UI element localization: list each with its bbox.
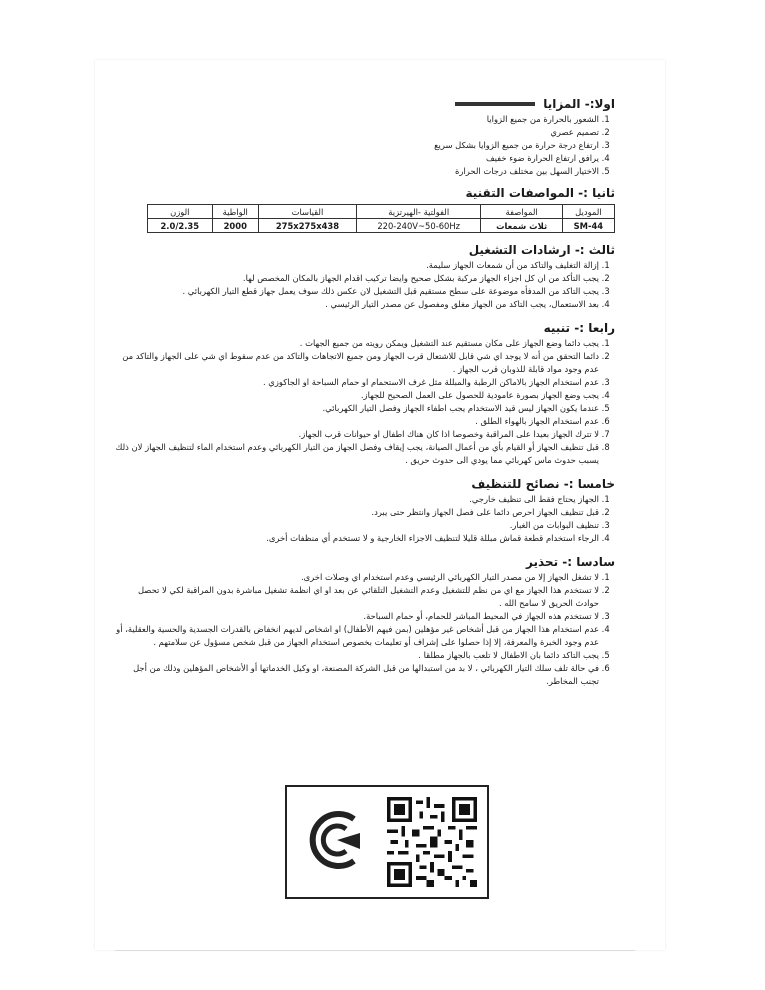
section-title: خامسا :- نصائح للتنظيف [471, 477, 615, 491]
list-item: 3. ارتفاع درجة حرارة من جميع الزوايا بشكل سريع [115, 139, 599, 152]
list-item: 8. قبل تنظيف الجهاز أو القيام بأي من أعمال الصيانة، يجب إيقاف وفصل الجهاز من التيار الكهربائي وعدم استخدام الماء لتنظيف الجهاز لان ذلك يسبب حدوث ماس كهربائي مما يودي الى حدوث حريق . [115, 441, 599, 467]
table-row [148, 219, 615, 233]
list-item: 5. الاختيار السهل بين مختلف درجات الحرارة [115, 165, 599, 178]
cleaning-list [115, 493, 615, 545]
section-title: سادسا :- تحذير [526, 555, 615, 569]
list-item: 6. عدم استخدام الجهاز بالهواء الطلق . [115, 415, 599, 428]
list-item: 1. الجهاز يحتاج فقط الى تنظيف خارجي. [115, 493, 599, 506]
advantages-list [115, 113, 615, 178]
list-item: 2. لا تستخدم هذا الجهاز مع اي من نظم للتشغيل وعدم التشغيل التلقائي عن بعد او اي انظمة تشغيل مباشرة بدون المراقبة لكي لا تحصل حوادث الحريق لا سامح الله . [115, 584, 599, 610]
list-item: 3. عدم استخدام الجهاز بالاماكن الرطبة والمبللة مثل غرف الاستحمام او حمام السباحة او الجاكوزي . [115, 376, 599, 389]
specs-table [147, 204, 615, 233]
list-item: 2. دائما التحقق من أنه لا يوجد اي شي قابل للاشتعال قرب الجهاز ومن جميع الاتجاهات والتاكد من عدم سقوط اي شي على الجهاز والتاكد من عدم وجود مواد قابلة للذوبان قرب الجهاز . [115, 350, 599, 376]
table-header: القياسات [258, 205, 356, 219]
list-item: 2. قبل تنظيف الجهاز احرص دائما على فصل الجهاز وانتظر حتى يبرد. [115, 506, 599, 519]
section-title: رابعا :- تنبيه [543, 321, 615, 335]
section-warning-notes [115, 321, 615, 467]
section-cleaning [115, 477, 615, 545]
title-underline [455, 102, 535, 106]
list-item: 1. يجب دائما وضع الجهاز على مكان مستقيم عند التشغيل ويمكن رويته من جميع الجهات . [115, 337, 599, 350]
operation-list [115, 259, 615, 311]
notes-list [115, 337, 615, 467]
table-header-row [148, 205, 615, 219]
list-item: 3. لا تستخدم هذه الجهاز في المحيط المباشر للحمام، أو حمام السباحة. [115, 610, 599, 623]
list-item: 5. يجب التاكد دائما بان الاطفال لا تلعب بالجهاز مطلقا . [115, 649, 599, 662]
table-header: الواطية [212, 205, 258, 219]
list-item: 1. لا تشغل الجهاز إلا من مصدر التيار الكهربائي الرئيسي وعدم استخدام اي وصلات اخرى. [115, 571, 599, 584]
table-cell: ثلاث شمعات [481, 219, 562, 233]
table-header: المواصفة [481, 205, 562, 219]
table-cell: 275x275x438 [258, 219, 356, 233]
brand-footer-box [285, 785, 489, 899]
list-item: 2. تصميم عصري [115, 126, 599, 139]
section-title: ثالث :- ارشادات التشغيل [468, 243, 615, 257]
caution-list [115, 571, 615, 688]
table-header: الموديل [562, 205, 614, 219]
list-item: 1. إزالة التغليف والتاكد من أن شمعات الجهاز سليمة. [115, 259, 599, 272]
list-item: 7. لا تترك الجهاز بعيدا على المراقبة وخصوصا اذا كان هناك اطفال او حيوانات قرب الجهاز. [115, 428, 599, 441]
list-item: 1. الشعور بالحرارة من جميع الزوايا [115, 113, 599, 126]
table-cell: 2.0/2.35 [148, 219, 213, 233]
page-edge-line [115, 950, 635, 951]
list-item: 2. يجب التأكد من ان كل اجزاء الجهاز مركبة بشكل صحيح وايضا تركيب اقدام الجهاز بالمكان المخصص لها. [115, 272, 599, 285]
section-title: ثانيا :- المواصفات التقنية [465, 186, 615, 200]
list-item: 4. عدم استخدام هذا الجهاز من قبل أشخاص غير مؤهلين (بمن فيهم الأطفال) او اشخاص لديهم انخفاض بالقدرات الجسدية والحسية والعقلية، أو عدم وجود الخبرة والمعرفة، إلا إذا حصلوا على إشراف أو تعليمات بخصوص استخدام الجهاز من قبل شخص مسؤول عن سلامتهم . [115, 623, 599, 649]
table-cell: SM-44 [562, 219, 614, 233]
list-item: 4. الرجاء استخدام قطعة قماش مبللة قليلا لتنظيف الاجزاء الخارجية و لا تستخدم أي منظفات أخرى. [115, 532, 599, 545]
section-title: اولا:- المزايا [543, 97, 615, 111]
section-specs [115, 186, 615, 233]
list-item: 3. تنظيف البوابات من الغبار. [115, 519, 599, 532]
table-cell: 220-240V~50-60Hz [356, 219, 480, 233]
list-item: 4. بعد الاستعمال، يجب التاكد من الجهاز مغلق ومفصول عن مصدر التيار الرئيسي . [115, 298, 599, 311]
table-cell: 2000 [212, 219, 258, 233]
manual-content [115, 85, 615, 688]
section-caution [115, 555, 615, 688]
section-operation [115, 243, 615, 311]
list-item: 5. عندما يكون الجهاز ليس قيد الاستخدام يجب اطفاء الجهاز وفصل التيار الكهربائي. [115, 402, 599, 415]
table-header: الفولتية -الهيرتزية [356, 205, 480, 219]
qr-code-icon [387, 797, 477, 887]
list-item: 4. يجب وضع الجهاز بصورة عامودية للحصول على العمل الصحيح للجهاز. [115, 389, 599, 402]
list-item: 6. في حالة تلف سلك التيار الكهربائي ، لا بد من استبدالها من قبل الشركة المصنعة، او وكيل الخدماتها أو الأشخاص المؤهلين وذلك من أجل تجنب المخاطر. [115, 662, 599, 688]
brand-logo-icon [302, 805, 372, 875]
table-header: الوزن [148, 205, 213, 219]
section-advantages [115, 97, 615, 178]
list-item: 3. يجب التاكد من المدفأه موضوعة على سطح مستقيم قبل التشغيل لان عكس ذلك سوف يعمل جهاز قطع التيار الكهربائي . [115, 285, 599, 298]
list-item: 4. يرافق ارتفاع الحرارة ضوء خفيف [115, 152, 599, 165]
